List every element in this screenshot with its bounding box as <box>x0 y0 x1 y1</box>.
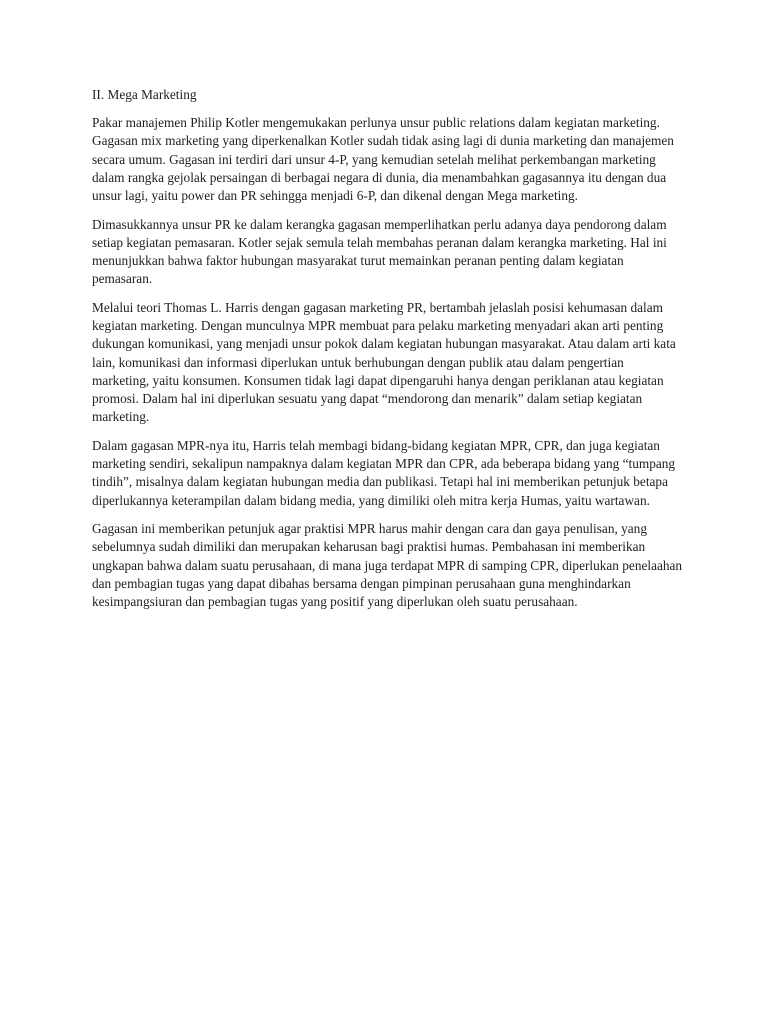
paragraph-4: Dalam gagasan MPR-nya itu, Harris telah membagi bidang-bidang kegiatan MPR, CPR, dan juga kegiatan marketing sendiri, sekalipun nampaknya dalam kegiatan MPR dan CPR, ada beberapa bidang yang “tumpang tindih”, misalnya dalam kegiatan hubungan media dan publikasi. Tetapi hal ini memberikan petunjuk betapa diperlukannya keterampilan dalam bidang media, yang dimiliki oleh mitra kerja Humas, yaitu wartawan. <box>92 437 676 508</box>
section-heading: II. Mega Marketing <box>92 87 197 102</box>
paragraph-2: Dimasukkannya unsur PR ke dalam kerangka gagasan memperlihatkan perlu adanya daya pendorong dalam setiap kegiatan pemasaran. Kotler sejak semula telah membahas peranan dalam kerangka marketing. Hal ini menunjukkan bahwa faktor hubungan masyarakat turut memainkan peranan penting dalam kegiatan pemasaran. <box>92 216 667 287</box>
paragraph-3: Melalui teori Thomas L. Harris dengan gagasan marketing PR, bertambah jelaslah posisi kehumasan dalam kegiatan marketing. Dengan munculnya MPR membuat para pelaku marketing menyadari akan arti penting dukungan komunikasi, yang menjadi unsur pokok dalam kegiatan hubungan masyarakat. Atau dalam arti kata lain, komunikasi dan informasi diperlukan untuk berhubungan dengan publik atau dalam pengertian marketing, yaitu konsumen. Konsumen tidak lagi dapat dipengaruhi hanya dengan periklanan atau kegiatan promosi. Dalam hal ini diperlukan sesuatu yang dapat “mendorong dan menarik” dalam setiap kegiatan marketing. <box>92 300 676 425</box>
document-body <box>92 86 684 622</box>
paragraph-5: Gagasan ini memberikan petunjuk agar praktisi MPR harus mahir dengan cara dan gaya penulisan, yang sebelumnya sudah dimiliki dan merupakan keharusan bagi praktisi humas. Pembahasan ini memberikan ungkapan bahwa dalam suatu perusahaan, di mana juga terdapat MPR di samping CPR, diperlukan penelaahan dan pembagian tugas yang dapat dibahas bersama dengan pimpinan perusahaan guna menghindarkan kesimpangsiuran dan pembagian tugas yang positif yang diperlukan oleh suatu perusahaan. <box>92 521 683 610</box>
paragraph-1: Pakar manajemen Philip Kotler mengemukakan perlunya unsur public relations dalam kegiatan marketing. Gagasan mix marketing yang diperkenalkan Kotler sudah tidak asing lagi di dunia marketing dan manajemen secara umum. Gagasan ini terdiri dari unsur 4-P, yang kemudian setelah melihat perkembangan marketing dalam rangka gejolak persaingan di berbagai negara di dunia, dia menambahkan gagasannya itu dengan dua unsur lagi, yaitu power dan PR sehingga menjadi 6-P, dan dikenal dengan Mega marketing. <box>92 115 674 204</box>
